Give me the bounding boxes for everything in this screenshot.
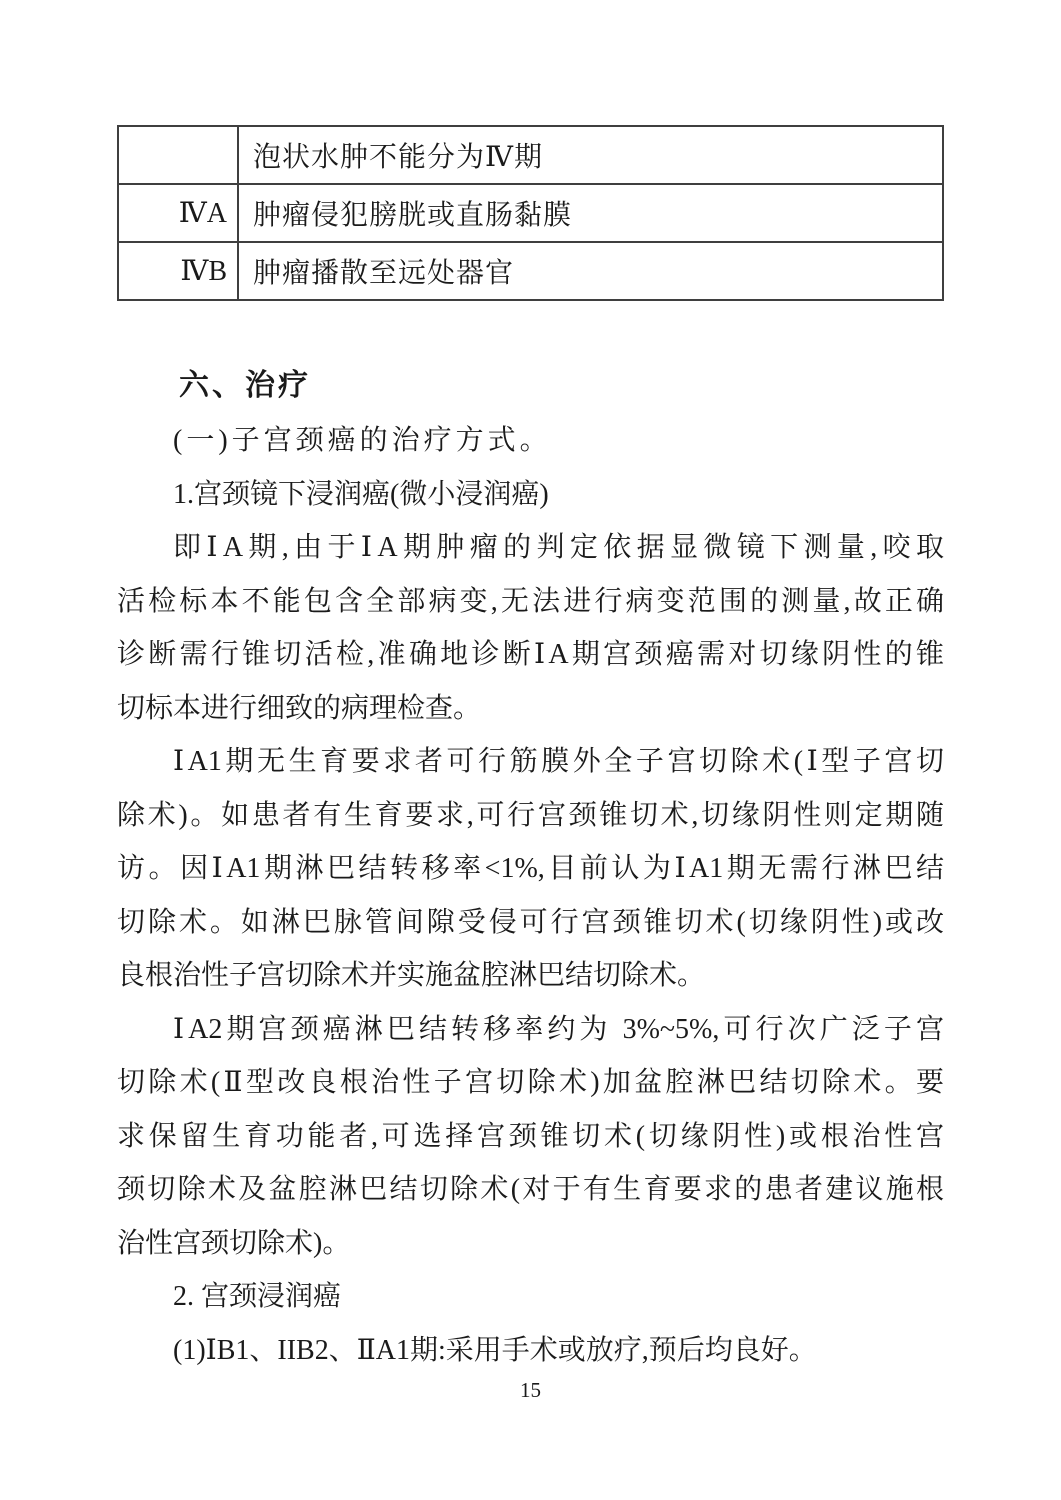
item2-title: 2. 宫颈浸润癌 xyxy=(173,1281,342,1312)
paragraph-line: ⅠA1期无生育要求者可行筋膜外全子宫切除术(Ⅰ型子宫切 xyxy=(173,746,944,777)
description-cell: 泡状水肿不能分为Ⅳ期 xyxy=(238,126,943,184)
paragraph-line: 活检标本不能包含全部病变,无法进行病变范围的测量,故正确 xyxy=(117,585,944,617)
paragraph-line: 诊断需行锥切活检,准确地诊断ⅠA期宫颈癌需对切缘阴性的锥 xyxy=(117,639,944,670)
description-cell: 肿瘤播散至远处器官 xyxy=(238,242,943,300)
paragraph-1 xyxy=(117,521,944,735)
paragraph-line: 除术)。如患者有生育要求,可行宫颈锥切术,切缘阴性则定期随 xyxy=(117,799,944,831)
description-cell: 肿瘤侵犯膀胱或直肠黏膜 xyxy=(238,184,943,242)
section-heading: 六、治疗 xyxy=(179,369,311,402)
paragraph-line: 治性宫颈切除术)。 xyxy=(117,1227,351,1259)
paragraph-line: 切除术(Ⅱ型改良根治性子宫切除术)加盆腔淋巴结切除术。要 xyxy=(117,1067,944,1098)
staging-table xyxy=(117,125,944,301)
paragraph-line: 即ⅠA期,由于ⅠA期肿瘤的判定依据显微镜下测量,咬取 xyxy=(173,532,944,563)
item1-title: 1.宫颈镜下浸润癌(微小浸润癌) xyxy=(173,478,549,510)
paragraph-line: 良根治性子宫切除术并实施盆腔淋巴结切除术。 xyxy=(117,960,706,991)
page-content xyxy=(117,125,944,1377)
paragraph-4 xyxy=(117,1324,944,1378)
paragraph-3 xyxy=(117,1003,944,1271)
stage-cell: ⅣB xyxy=(118,242,238,300)
paragraph-line: 求保留生育功能者,可选择宫颈锥切术(切缘阴性)或根治性宫 xyxy=(117,1120,944,1152)
paragraph-line: ⅠA2期宫颈癌淋巴结转移率约为 3%~5%,可行次广泛子宫 xyxy=(173,1013,944,1045)
table-row xyxy=(118,184,943,242)
paragraph-line: 切标本进行细致的病理检查。 xyxy=(117,692,482,724)
page-number: 15 xyxy=(520,1378,541,1402)
stage-cell xyxy=(118,126,238,184)
stage-cell: ⅣA xyxy=(118,184,238,242)
section-subheading: (一)子宫颈癌的治疗方式。 xyxy=(173,425,552,456)
paragraph-2 xyxy=(117,735,944,1003)
paragraph-line: 颈切除术及盆腔淋巴结切除术(对于有生育要求的患者建议施根 xyxy=(117,1174,944,1205)
table-row xyxy=(118,126,943,184)
paragraph-line: (1)ⅠB1、IIB2、ⅡA1期:采用手术或放疗,预后均良好。 xyxy=(173,1334,817,1366)
paragraph-line: 访。因ⅠA1期淋巴结转移率<1%,目前认为ⅠA1期无需行淋巴结 xyxy=(117,853,944,884)
section-gap xyxy=(117,301,944,357)
paragraph-line: 切除术。如淋巴脉管间隙受侵可行宫颈锥切术(切缘阴性)或改 xyxy=(117,906,944,938)
table-row xyxy=(118,242,943,300)
